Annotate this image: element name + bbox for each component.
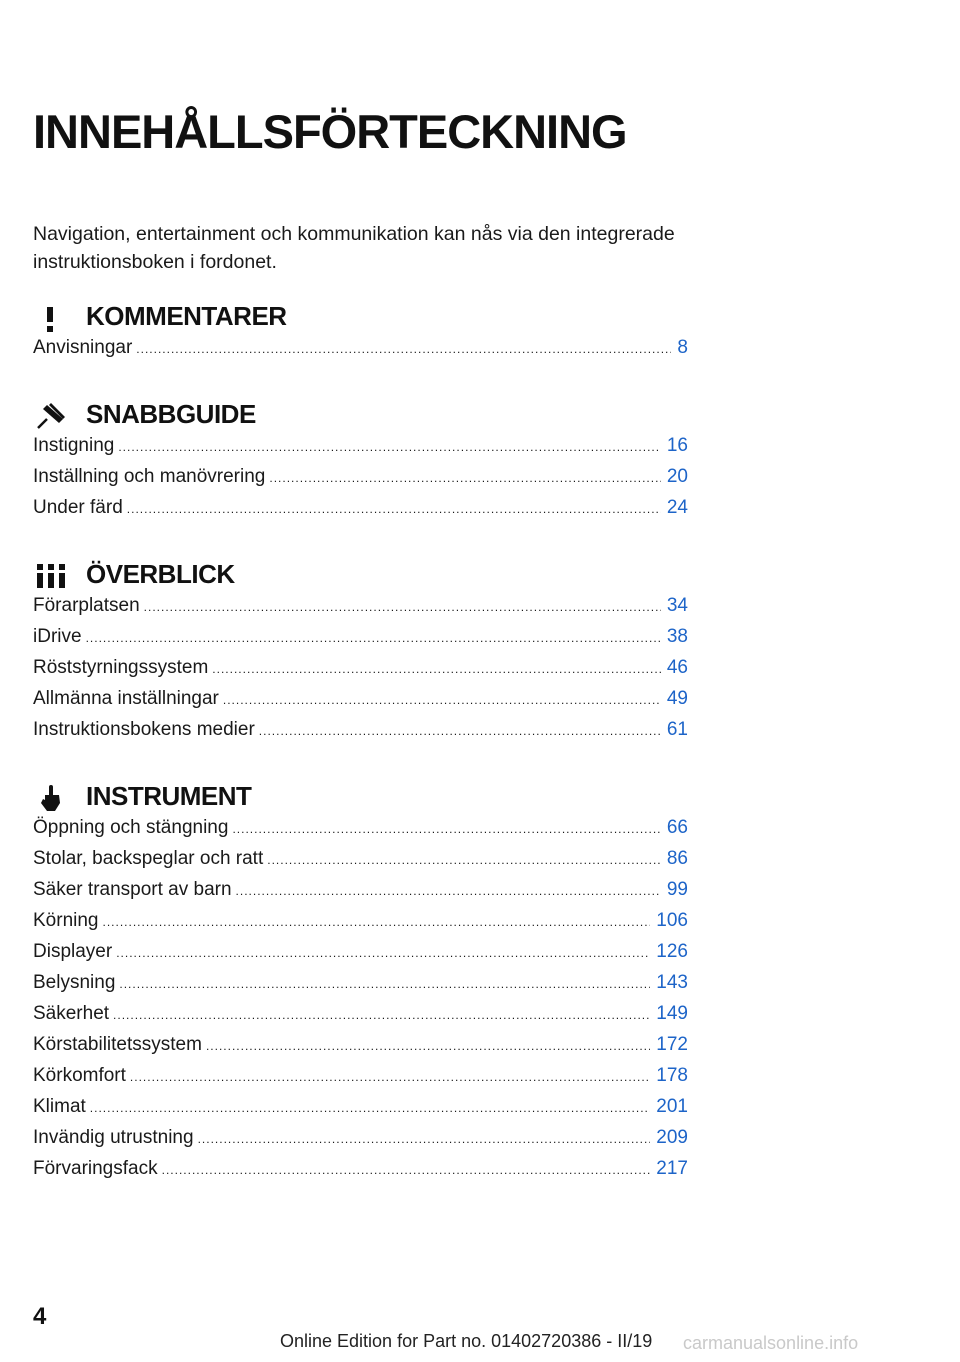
toc-entry-page-link[interactable]: 16 [666,435,688,456]
dot-leader [269,471,661,485]
toc-entry[interactable] [33,1158,688,1189]
toc-entry-label: Körning [33,910,99,931]
section-header [33,777,688,817]
toc-entry-page-link[interactable]: 66 [666,817,688,838]
toc-entry[interactable] [33,1003,688,1034]
toc-entry-page-link[interactable]: 143 [656,972,688,993]
page-number: 4 [33,1303,47,1330]
toc-entry[interactable] [33,497,688,528]
toc-entry-label: Anvisningar [33,337,133,358]
toc-entry-page-link[interactable]: 172 [656,1034,688,1055]
toc-entry-page-link[interactable]: 217 [656,1158,688,1179]
exclamation-icon [33,301,69,333]
toc-entry-label: Under färd [33,497,123,518]
toc-entry-page-link[interactable]: 49 [666,688,688,709]
toc-entry-label: Displayer [33,941,113,962]
toc-entry[interactable] [33,910,688,941]
toc-entry[interactable] [33,972,688,1003]
grid-icon [33,559,69,591]
edition-footer: Online Edition for Part no. 01402720386 - II/19 [280,1331,653,1351]
toc-entry[interactable] [33,1034,688,1065]
toc-entry-page-link[interactable]: 106 [656,910,688,931]
toc-entry-label: iDrive [33,626,82,647]
toc-entry-label: Säkerhet [33,1003,110,1024]
section-snabbguide [33,395,688,528]
dot-leader [236,884,661,898]
toc-entry[interactable] [33,688,688,719]
toc-entry-page-link[interactable]: 61 [666,719,688,740]
section-kommentarer [33,297,688,368]
dot-leader [113,1008,650,1022]
toc-entry-label: Stolar, backspeglar och ratt [33,848,264,869]
toc-entry[interactable] [33,719,688,750]
dot-leader [206,1039,650,1053]
toc-entry-page-link[interactable]: 126 [656,941,688,962]
toc-entry[interactable] [33,848,688,879]
pushpin-icon [33,399,69,431]
dot-leader [130,1070,650,1084]
dot-leader [90,1101,651,1115]
toc-entry[interactable] [33,626,688,657]
toc-entry-label: Allmänna inställningar [33,688,219,709]
toc-entry-label: Förarplatsen [33,595,140,616]
toc-entry[interactable] [33,337,688,368]
toc-entry-label: Körkomfort [33,1065,126,1086]
section-title: ÖVERBLICK [86,559,235,589]
dot-leader [144,600,661,614]
pointing-hand-icon [33,781,69,813]
toc-entry-label: Körstabilitetssystem [33,1034,202,1055]
toc-entry[interactable] [33,1096,688,1127]
toc-entry-label: Förvaringsfack [33,1158,158,1179]
dot-leader [127,502,661,516]
toc-entry[interactable] [33,466,688,497]
toc-entry-label: Invändig utrustning [33,1127,194,1148]
toc-entry-page-link[interactable]: 20 [666,466,688,487]
dot-leader [259,724,661,738]
toc-entry-label: Inställning och manövrering [33,466,266,487]
section-title: SNABBGUIDE [86,399,256,429]
toc-entry-page-link[interactable]: 99 [666,879,688,900]
intro-text: Navigation, entertainment och kommunikation kan nås via den integrerade instruktionsboken i fordonet. [33,223,675,273]
toc-entry-page-link[interactable]: 34 [666,595,688,616]
toc-entry[interactable] [33,435,688,466]
toc-entry[interactable] [33,657,688,688]
toc-entry[interactable] [33,879,688,910]
dot-leader [136,342,671,356]
toc-entry-label: Belysning [33,972,116,993]
toc-entry[interactable] [33,941,688,972]
dot-leader [232,822,660,836]
dot-leader [212,662,661,676]
toc-entry-page-link[interactable]: 38 [666,626,688,647]
dot-leader [198,1132,651,1146]
toc-entry-label: Säker transport av barn [33,879,232,900]
toc-entry-label: Röststyrningssystem [33,657,209,678]
section-instrument [33,777,688,1189]
section-title: INSTRUMENT [86,781,252,811]
dot-leader [103,915,651,929]
toc-entry-label: Klimat [33,1096,86,1117]
page-title: INNEHÅLLSFÖRTECKNING [33,105,627,158]
dot-leader [119,977,650,991]
dot-leader [116,946,650,960]
toc-entry[interactable] [33,817,688,848]
dot-leader [162,1163,651,1177]
dot-leader [118,440,661,454]
section-header [33,395,688,435]
dot-leader [223,693,661,707]
toc-entry-label: Öppning och stängning [33,817,229,838]
dot-leader [267,853,661,867]
toc-entry-label: Instruktionsbokens medier [33,719,255,740]
toc-entry[interactable] [33,1065,688,1096]
toc-entry-page-link[interactable]: 201 [656,1096,688,1117]
section-title: KOMMENTARER [86,301,287,331]
section-header [33,297,688,337]
toc-entry-page-link[interactable]: 24 [666,497,688,518]
toc-entry-page-link[interactable]: 149 [656,1003,688,1024]
dot-leader [86,631,661,645]
toc-entry-page-link[interactable]: 46 [666,657,688,678]
toc-entry-page-link[interactable]: 86 [666,848,688,869]
section-overblick [33,555,688,750]
toc-entry-page-link[interactable]: 178 [656,1065,688,1086]
toc-entry-label: Instigning [33,435,115,456]
toc-entry-page-link[interactable]: 209 [656,1127,688,1148]
toc-entry[interactable] [33,595,688,626]
watermark: carmanualsonline.info [683,1333,859,1353]
toc-entry[interactable] [33,1127,688,1158]
section-header [33,555,688,595]
toc-entry-page-link[interactable]: 8 [677,337,688,358]
